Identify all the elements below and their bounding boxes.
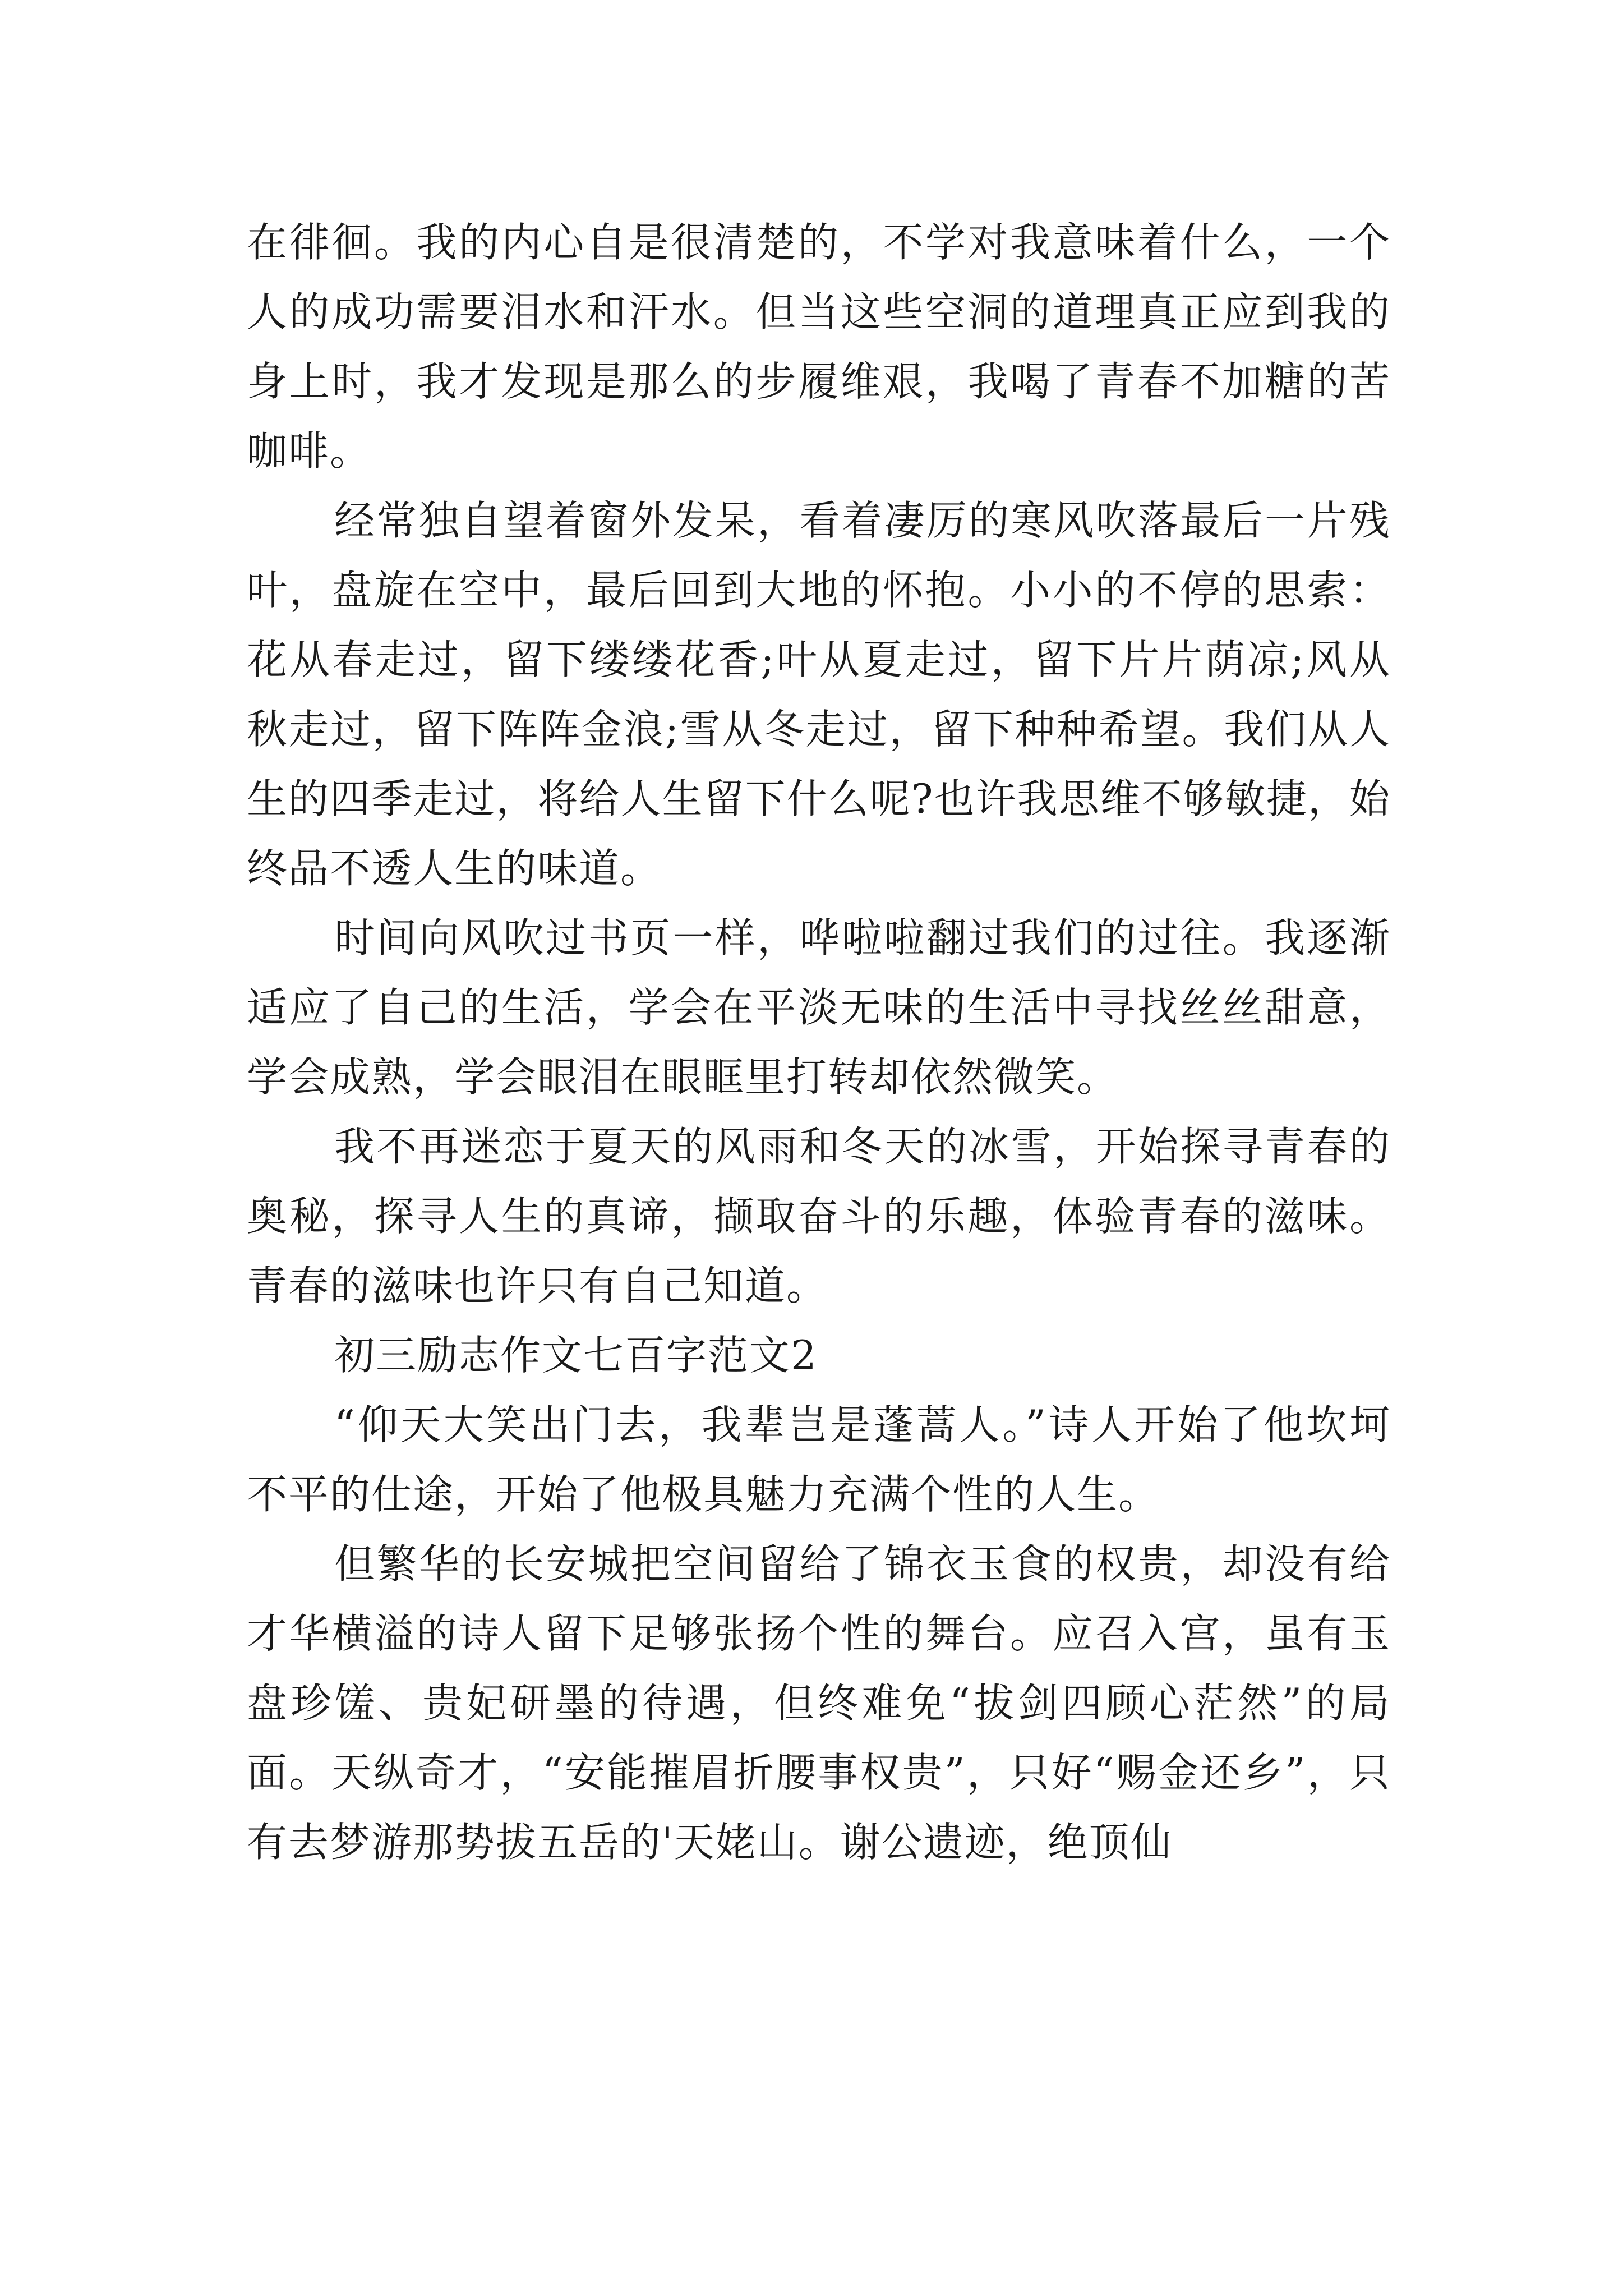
paragraph-youth: 我不再迷恋于夏天的风雨和冬天的冰雪，开始探寻青春的奥秘，探寻人生的真谛，撷取奋斗的乐趣，体验青春的滋味。青春的滋味也许只有自己知道。 <box>247 1123 1391 1309</box>
paragraph-quote: “仰天大笑出门去，我辈岂是蓬蒿人。”诗人开始了他坎坷不平的仕途，开始了他极具魅力充满个性的人生。 <box>247 1401 1391 1518</box>
document-body <box>247 208 1391 1877</box>
section-heading: 初三励志作文七百字范文2 <box>334 1332 818 1379</box>
paragraph-continuation: 在徘徊。我的内心自是很清楚的，不学对我意味着什么，一个人的成功需要泪水和汗水。但当这些空洞的道理真正应到我的身上时，我才发现是那么的步履维艰，我喝了青春不加糖的苦咖啡。 <box>247 219 1391 475</box>
paragraph-window: 经常独自望着窗外发呆，看着凄厉的寒风吹落最后一片残叶，盘旋在空中，最后回到大地的怀抱。小小的不停的思索：花从春走过，留下缕缕花香;叶从夏走过，留下片片荫凉;风从秋走过，留下阵阵金浪;雪从冬走过，留下种种希望。我们从人生的四季走过，将给人生留下什么呢?也许我思维不够敏捷，始终品不透人生的味道。 <box>247 497 1391 892</box>
paragraph-time: 时间向风吹过书页一样，哗啦啦翻过我们的过往。我逐渐适应了自己的生活，学会在平淡无味的生活中寻找丝丝甜意，学会成熟，学会眼泪在眼眶里打转却依然微笑。 <box>247 914 1391 1101</box>
paragraph-changan: 但繁华的长安城把空间留给了锦衣玉食的权贵，却没有给才华横溢的诗人留下足够张扬个性的舞台。应召入宫，虽有玉盘珍馐、贵妃研墨的待遇，但终难免“拔剑四顾心茫然”的局面。天纵奇才，“安能摧眉折腰事权贵”，只好“赐金还乡”，只有去梦游那势拔五岳的'天姥山。谢公遗迹，绝顶仙 <box>247 1540 1391 1866</box>
